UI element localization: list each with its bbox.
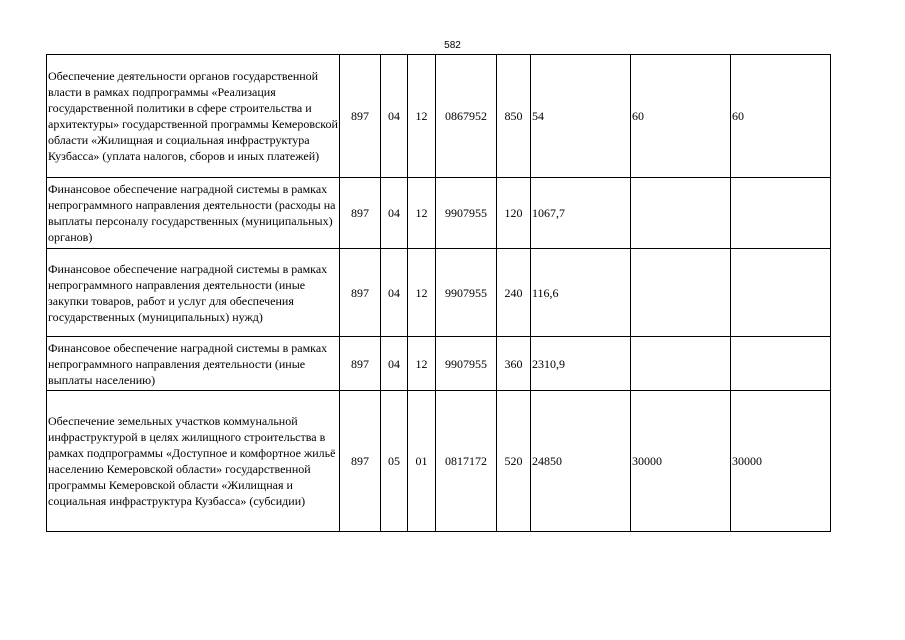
- amount-3: 30000: [731, 391, 831, 532]
- page-number: 582: [444, 40, 461, 51]
- ministry-code: 897: [340, 337, 381, 391]
- row-description: Обеспечение земельных участков коммунальной инфраструктурой в целях жилищного строительства в рамках подпрограммы «Доступное и комфортное жильё населению Кемеровской области» государственной программы Кемеровской области «Жилищная и социальная инфраструктура Кузбасса» (субсидии): [47, 391, 340, 532]
- amount-1: 116,6: [531, 249, 631, 337]
- ministry-code: 897: [340, 249, 381, 337]
- subsection-code: 12: [408, 337, 436, 391]
- section-code: 04: [381, 249, 408, 337]
- amount-3: [731, 337, 831, 391]
- amount-1: 1067,7: [531, 178, 631, 249]
- row-description: Финансовое обеспечение наградной системы в рамках непрограммного направления деятельности (иные выплаты населению): [47, 337, 340, 391]
- amount-2: [631, 249, 731, 337]
- table-row: [47, 178, 831, 249]
- section-code: 04: [381, 55, 408, 178]
- amount-1: 24850: [531, 391, 631, 532]
- row-description: Обеспечение деятельности органов государственной власти в рамках подпрограммы «Реализация государственной политики в сфере строительства и архитектуры» государственной программы Кемеровской области «Жилищная и социальная инфраструктура Кузбасса» (уплата налогов, сборов и иных платежей): [47, 55, 340, 178]
- subsection-code: 12: [408, 249, 436, 337]
- table-row: [47, 249, 831, 337]
- expense-type-code: 360: [497, 337, 531, 391]
- target-article-code: 9907955: [436, 249, 497, 337]
- amount-1: 54: [531, 55, 631, 178]
- section-code: 04: [381, 337, 408, 391]
- target-article-code: 0867952: [436, 55, 497, 178]
- amount-2: 60: [631, 55, 731, 178]
- budget-table: [46, 54, 831, 532]
- amount-2: [631, 337, 731, 391]
- amount-2: 30000: [631, 391, 731, 532]
- row-description: Финансовое обеспечение наградной системы в рамках непрограммного направления деятельности (иные закупки товаров, работ и услуг для обеспечения государственных (муниципальных) нужд): [47, 249, 340, 337]
- ministry-code: 897: [340, 55, 381, 178]
- ministry-code: 897: [340, 391, 381, 532]
- ministry-code: 897: [340, 178, 381, 249]
- subsection-code: 12: [408, 178, 436, 249]
- amount-3: 60: [731, 55, 831, 178]
- table-row: [47, 391, 831, 532]
- amount-2: [631, 178, 731, 249]
- expense-type-code: 120: [497, 178, 531, 249]
- table-row: [47, 55, 831, 178]
- row-description: Финансовое обеспечение наградной системы в рамках непрограммного направления деятельности (расходы на выплаты персоналу государственных (муниципальных) органов): [47, 178, 340, 249]
- amount-1: 2310,9: [531, 337, 631, 391]
- amount-3: [731, 178, 831, 249]
- section-code: 05: [381, 391, 408, 532]
- expense-type-code: 850: [497, 55, 531, 178]
- subsection-code: 12: [408, 55, 436, 178]
- target-article-code: 0817172: [436, 391, 497, 532]
- target-article-code: 9907955: [436, 178, 497, 249]
- table-row: [47, 337, 831, 391]
- expense-type-code: 240: [497, 249, 531, 337]
- expense-type-code: 520: [497, 391, 531, 532]
- target-article-code: 9907955: [436, 337, 497, 391]
- section-code: 04: [381, 178, 408, 249]
- amount-3: [731, 249, 831, 337]
- subsection-code: 01: [408, 391, 436, 532]
